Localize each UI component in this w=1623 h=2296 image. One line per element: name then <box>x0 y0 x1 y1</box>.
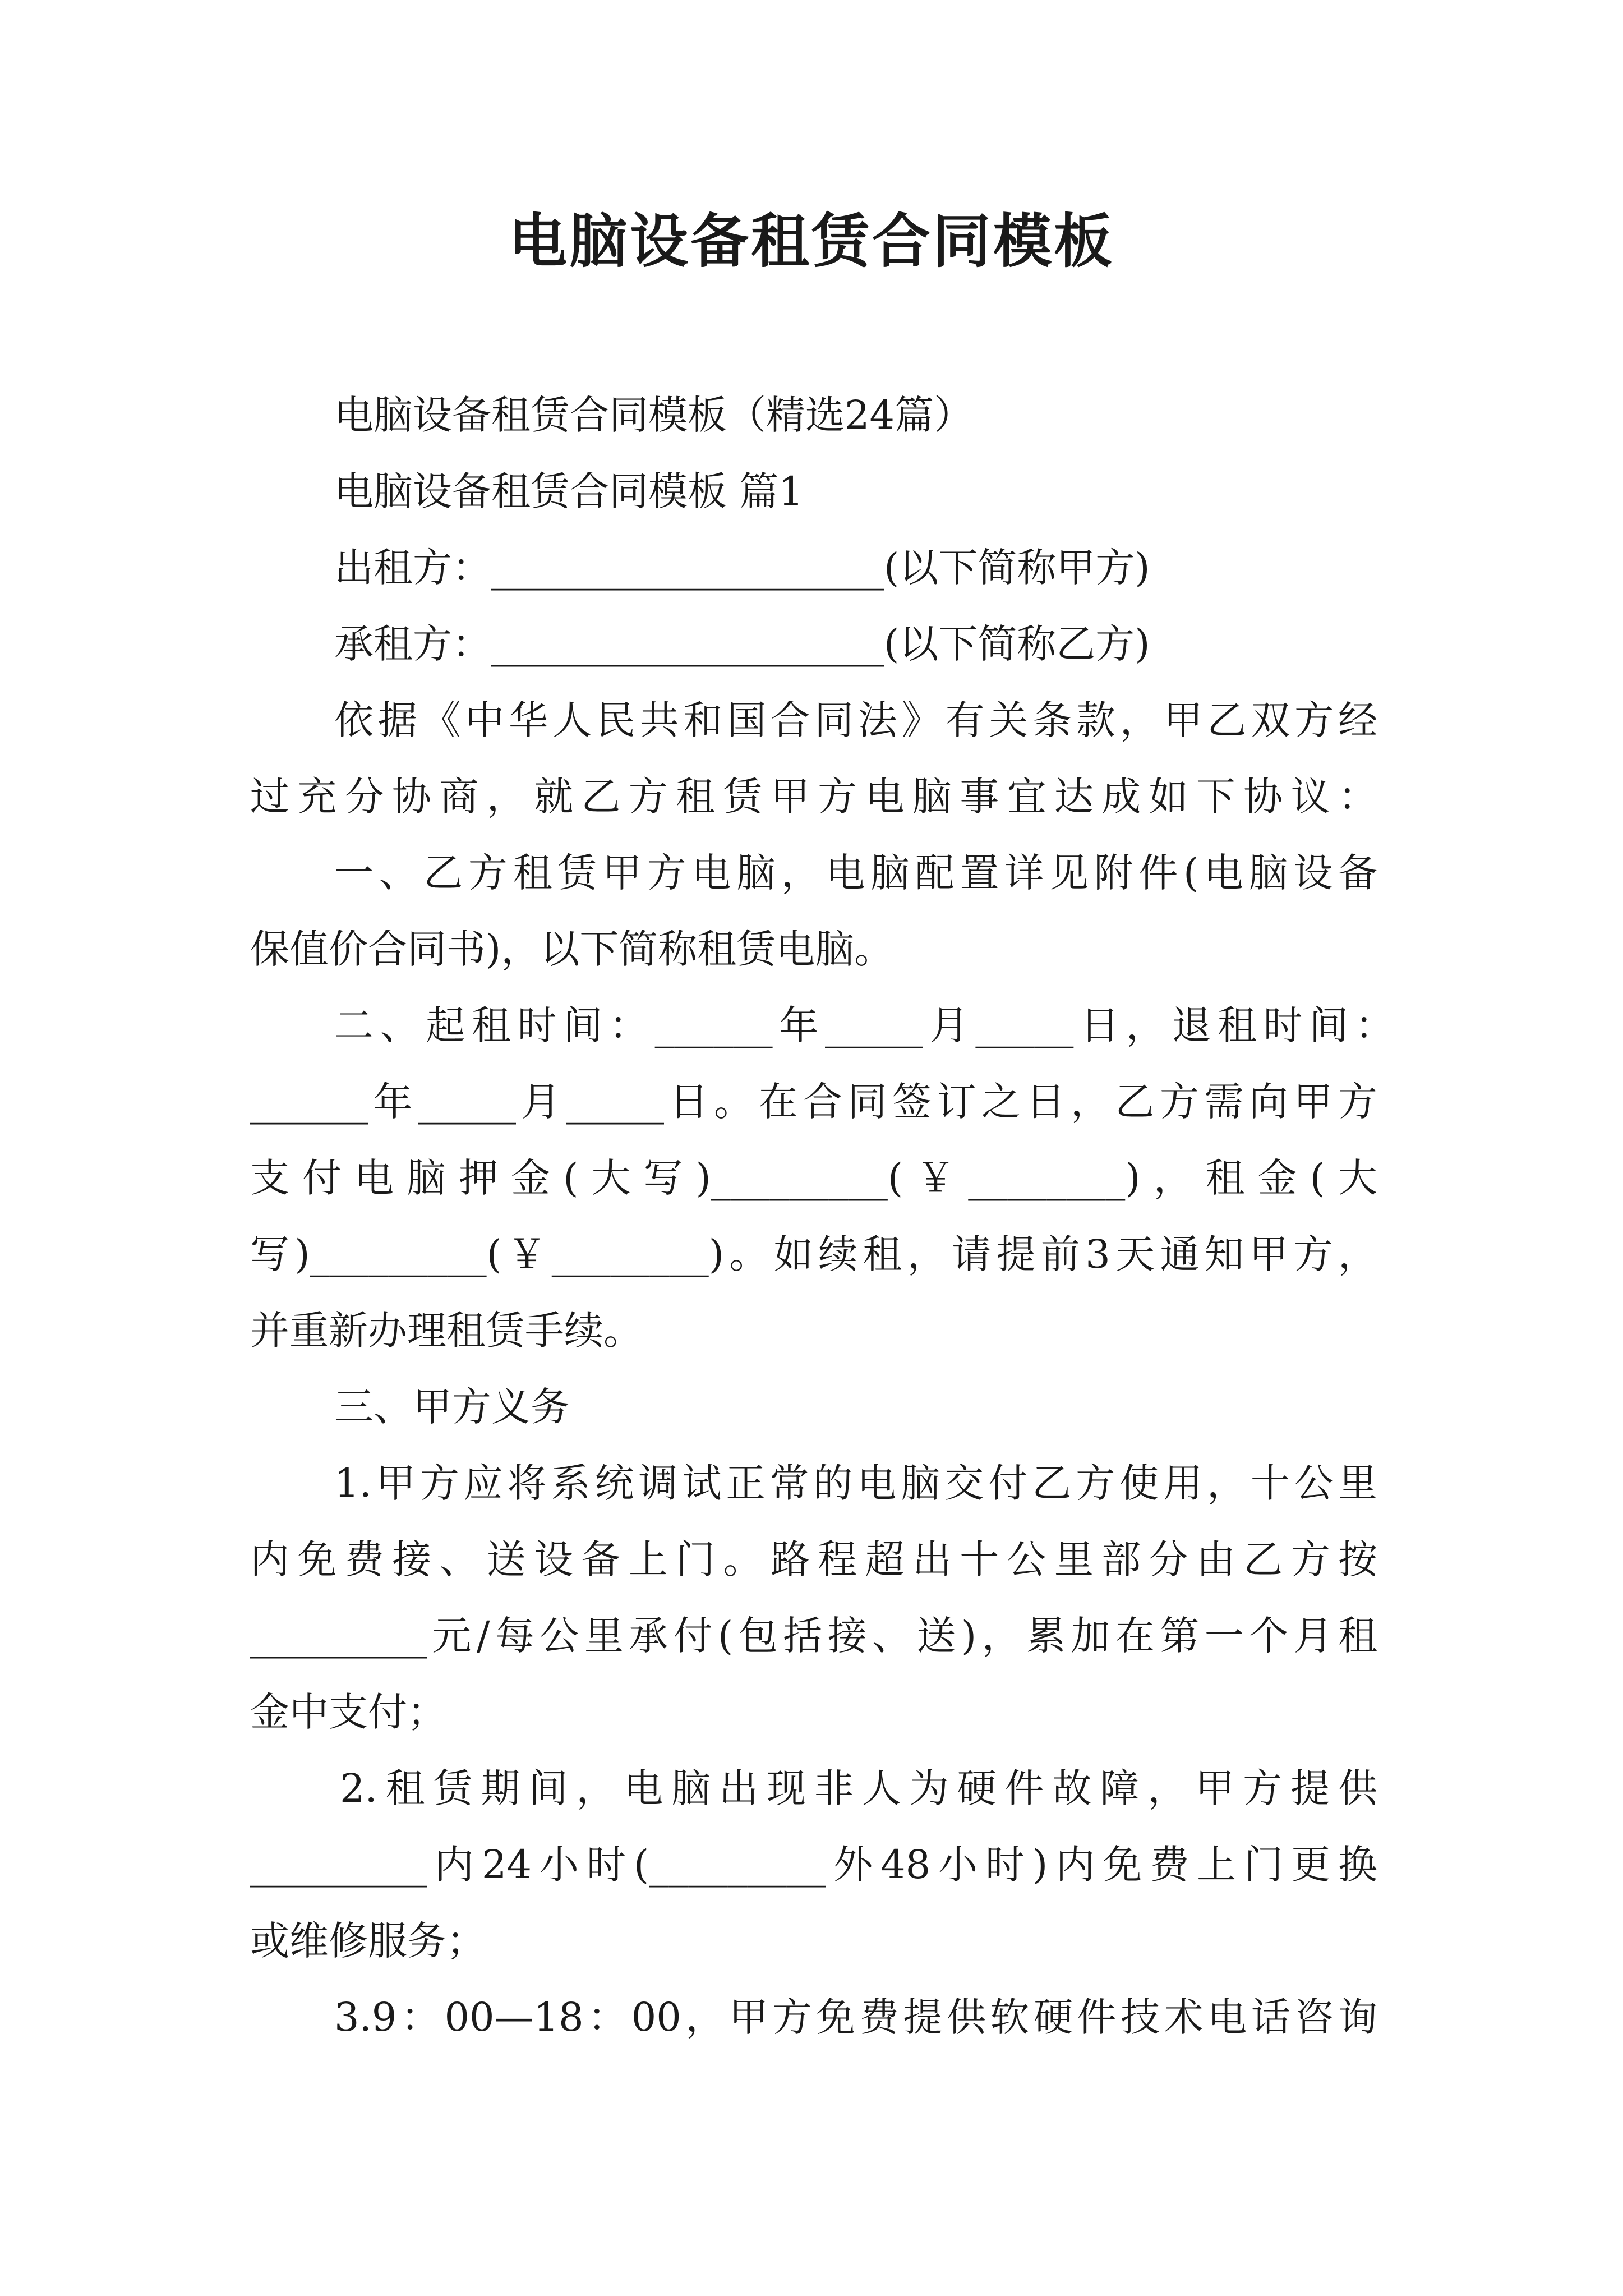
obligation-1-line-2: 内免费接、送设备上门。路程超出十公里部分由乙方按 <box>250 1536 1377 1582</box>
clause-1-line-1: 一、乙方租赁甲方电脑，电脑配置详见附件(电脑设备 <box>334 850 1377 896</box>
clause-2-line-1: 二、起租时间：______年_____月_____日，退租时间： <box>334 1002 1394 1048</box>
lessor-field: 出租方：____________________(以下简称甲方) <box>334 545 1150 591</box>
obligation-1-line-1: 1.甲方应将系统调试正常的电脑交付乙方使用，十公里 <box>334 1460 1377 1506</box>
document-title: 电脑设备租赁合同模板 <box>508 206 1114 275</box>
clause-2-line-5: 并重新办理租赁手续。 <box>250 1308 643 1354</box>
section-heading-lessor-obligations: 三、甲方义务 <box>334 1384 570 1430</box>
obligation-3-line-1: 3.9：00—18：00，甲方免费提供软硬件技术电话咨询 <box>334 1994 1377 2040</box>
clause-1-line-2: 保值价合同书)，以下简称租赁电脑。 <box>250 926 894 972</box>
obligation-1-line-4: 金中支付； <box>250 1689 446 1735</box>
lessee-field: 承租方：____________________(以下简称乙方) <box>334 621 1150 667</box>
section-heading-part-1: 电脑设备租赁合同模板 篇1 <box>334 468 804 514</box>
subtitle-selected-24: 电脑设备租赁合同模板（精选24篇） <box>334 392 974 438</box>
obligation-1-line-3: _________元/每公里承付(包括接、送)，累加在第一个月租 <box>250 1613 1377 1659</box>
clause-2-line-2: ______年_____月_____日。在合同签订之日，乙方需向甲方 <box>250 1079 1377 1125</box>
obligation-2-line-2: _________内24小时(_________外48小时)内免费上门更换 <box>250 1842 1377 1888</box>
obligation-2-line-1: 2.租赁期间，电脑出现非人为硬件故障，甲方提供 <box>340 1765 1377 1811</box>
obligation-2-line-3: 或维修服务； <box>250 1918 486 1964</box>
clause-2-line-4: 写)_________(￥________)。如续租，请提前3天通知甲方， <box>250 1231 1377 1277</box>
clause-2-line-3: 支付电脑押金(大写)_________(￥________)，租金(大 <box>250 1155 1377 1201</box>
paragraph-preamble-line-1: 依据《中华人民共和国合同法》有关条款，甲乙双方经 <box>334 697 1377 743</box>
paragraph-preamble-line-2: 过充分协商，就乙方租赁甲方电脑事宜达成如下协议： <box>250 774 1377 820</box>
